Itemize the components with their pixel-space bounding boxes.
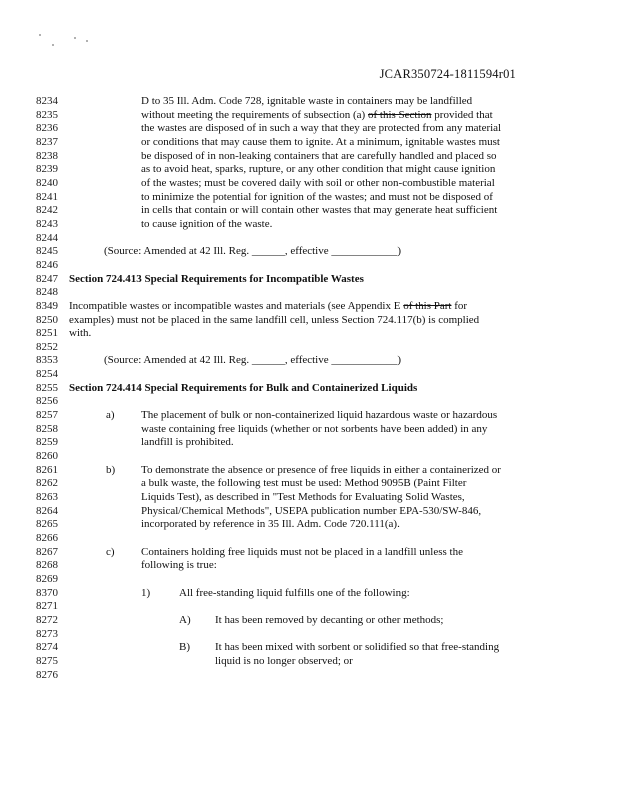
line-number: 8273	[36, 627, 58, 640]
document-line	[0, 300, 618, 314]
line-text	[215, 641, 499, 655]
document-line	[0, 518, 618, 532]
line-number: 8274	[36, 641, 58, 654]
text-segment: for	[451, 299, 468, 312]
line-text	[141, 491, 465, 505]
subsection-label: B)	[179, 641, 190, 654]
line-number: 8251	[36, 327, 58, 340]
line-number: 8259	[36, 436, 58, 449]
document-line	[0, 436, 618, 450]
document-line	[0, 368, 618, 382]
line-text	[141, 477, 466, 491]
document-line	[0, 327, 618, 341]
line-number: 8275	[36, 654, 58, 667]
struck-text: of this Section	[367, 108, 432, 121]
line-number: 8261	[36, 463, 58, 476]
text-segment: to minimize the potential for ignition of the wastes; and must not be disposed of	[141, 190, 493, 203]
text-segment: liquid is no longer observed; or	[215, 654, 353, 667]
text-segment: It has been removed by decanting or other methods;	[215, 613, 444, 626]
scan-speck	[86, 40, 88, 42]
line-number: 8238	[36, 149, 58, 162]
line-text	[215, 655, 353, 669]
text-segment: without meeting the requirements of subsection (a)	[141, 108, 368, 121]
line-number: 8234	[36, 95, 58, 107]
document-line	[0, 354, 618, 368]
scan-speck	[52, 44, 54, 46]
subsection-label: b)	[106, 463, 116, 476]
text-segment: All free-standing liquid fulfills one of the following:	[179, 586, 410, 599]
line-number: 8268	[36, 559, 58, 572]
line-number: 8255	[36, 381, 58, 394]
text-segment: (Source: Amended at 42 Ill. Reg. ______, effective ____________)	[104, 245, 402, 258]
text-segment: Incompatible wastes or incompatible wastes and materials (see Appendix E	[69, 299, 404, 312]
text-segment: examples) must not be placed in the same landfill cell, unless Section 724.117(b) is complied	[69, 313, 480, 326]
line-text	[215, 614, 444, 628]
document-line	[0, 614, 618, 628]
line-number: 8243	[36, 217, 58, 230]
document-line	[0, 505, 618, 519]
document-line	[0, 395, 618, 409]
line-number: 8266	[36, 532, 58, 544]
document-line	[0, 546, 618, 560]
line-text	[69, 382, 417, 396]
document-line	[0, 559, 618, 573]
line-number: 8239	[36, 163, 58, 176]
struck-text: of this Part	[403, 299, 452, 312]
document-line	[0, 314, 618, 328]
text-segment: Physical/Chemical Methods", USEPA publication number EPA-530/SW-846,	[141, 504, 482, 517]
document-line	[0, 628, 618, 642]
document-line	[0, 669, 618, 683]
text-segment: landfill is prohibited.	[141, 436, 234, 449]
document-line	[0, 423, 618, 437]
document-line	[0, 95, 618, 109]
line-number: 8353	[36, 354, 58, 367]
line-number: 8236	[36, 122, 58, 135]
text-segment: It has been mixed with sorbent or solidified so that free-standing	[215, 641, 500, 654]
line-number: 8244	[36, 231, 58, 244]
line-text	[69, 327, 91, 341]
line-number: 8272	[36, 613, 58, 626]
line-number: 8254	[36, 368, 58, 381]
document-line	[0, 177, 618, 191]
line-number: 8267	[36, 545, 58, 558]
line-number: 8263	[36, 491, 58, 504]
line-number: 8246	[36, 258, 58, 271]
text-segment: The placement of bulk or non-containerized liquid hazardous waste or hazardous	[141, 409, 498, 422]
line-number: 8349	[36, 299, 58, 312]
line-text	[141, 464, 501, 478]
line-number: 8258	[36, 422, 58, 435]
text-segment: be disposed of in non-leaking containers that are carefully handled and placed so	[141, 149, 497, 162]
text-segment: to cause ignition of the waste.	[141, 217, 273, 230]
document-line	[0, 382, 618, 396]
document-line	[0, 477, 618, 491]
line-text	[141, 436, 234, 450]
document-line	[0, 573, 618, 587]
line-number: 8242	[36, 204, 58, 217]
line-text	[141, 122, 501, 136]
line-number: 8235	[36, 108, 58, 121]
line-text	[141, 218, 272, 232]
subsection-label: A)	[179, 613, 191, 626]
text-segment: of the wastes; must be covered daily with soil or other non-combustible material	[141, 176, 495, 189]
document-line	[0, 122, 618, 136]
line-text	[179, 587, 410, 601]
line-number: 8252	[36, 340, 58, 353]
document-line	[0, 655, 618, 669]
document-line	[0, 491, 618, 505]
line-number: 8276	[36, 668, 58, 681]
line-number: 8271	[36, 600, 58, 613]
line-text	[141, 423, 487, 437]
line-number: 8247	[36, 272, 58, 285]
document-line	[0, 218, 618, 232]
line-number: 8245	[36, 245, 58, 258]
document-line	[0, 587, 618, 601]
document-line	[0, 286, 618, 300]
section-heading: Section 724.414 Special Requirements for Bulk and Containerized Liquids	[69, 381, 418, 394]
text-segment: following is true:	[141, 559, 217, 572]
document-line	[0, 150, 618, 164]
text-segment: the wastes are disposed of in such a way that they are protected from any material	[141, 122, 502, 135]
document-line	[0, 450, 618, 464]
document-line	[0, 273, 618, 287]
text-segment: as to avoid heat, sparks, rupture, or any other condition that might cause ignition	[141, 163, 496, 176]
line-number: 8370	[36, 586, 58, 599]
line-text	[141, 136, 500, 150]
text-segment: or conditions that may cause them to ignite. At a minimum, ignitable wastes must	[141, 135, 500, 148]
line-number: 8248	[36, 286, 58, 299]
line-number: 8262	[36, 477, 58, 490]
line-text	[141, 109, 493, 123]
line-text	[141, 546, 463, 560]
line-text	[141, 559, 217, 573]
line-text	[141, 409, 497, 423]
line-number: 8240	[36, 176, 58, 189]
line-text	[69, 273, 364, 287]
subsection-label: c)	[106, 545, 115, 558]
document-line	[0, 204, 618, 218]
line-text	[141, 177, 495, 191]
document-line	[0, 245, 618, 259]
text-segment: Containers holding free liquids must not be placed in a landfill unless the	[141, 545, 463, 558]
line-number: 8241	[36, 190, 58, 203]
text-segment: To demonstrate the absence or presence of free liquids in either a containerized or	[141, 463, 501, 476]
document-line	[0, 109, 618, 123]
line-number: 8257	[36, 409, 58, 422]
document-line	[0, 136, 618, 150]
line-number: 8256	[36, 395, 58, 408]
line-text	[141, 191, 493, 205]
line-text	[141, 163, 495, 177]
scan-speck	[39, 34, 41, 36]
line-text	[104, 354, 401, 368]
document-line	[0, 464, 618, 478]
text-segment: Liquids Test), as described in "Test Methods for Evaluating Solid Wastes,	[141, 491, 465, 504]
document-line	[0, 600, 618, 614]
scan-speck	[74, 37, 76, 39]
text-segment: in cells that contain or will contain other wastes that may generate heat sufficient	[141, 204, 498, 217]
text-segment: incorporated by reference in 35 Ill. Adm. Code 720.111(a).	[141, 518, 400, 531]
line-text	[141, 95, 472, 109]
document-line	[0, 191, 618, 205]
text-segment: waste containing free liquids (whether or not sorbents have been added) in any	[141, 422, 488, 435]
document-id-header: JCAR350724-1811594r01	[379, 67, 516, 81]
text-segment: with.	[69, 327, 92, 340]
line-number: 8260	[36, 450, 58, 463]
line-number: 8269	[36, 572, 58, 585]
document-line	[0, 341, 618, 355]
document-line	[0, 532, 618, 546]
document-line	[0, 641, 618, 655]
line-number: 8265	[36, 518, 58, 531]
text-segment: a bulk waste, the following test must be used: Method 9095B (Paint Filter	[141, 477, 467, 490]
line-text	[69, 314, 479, 328]
subsection-label: a)	[106, 409, 115, 422]
section-heading: Section 724.413 Special Requirements for Incompatible Wastes	[69, 272, 364, 285]
document-line	[0, 232, 618, 246]
line-text	[141, 150, 497, 164]
line-text	[141, 204, 497, 218]
document-line	[0, 409, 618, 423]
document-line	[0, 163, 618, 177]
line-number: 8237	[36, 135, 58, 148]
line-text	[141, 518, 400, 532]
subsection-label: 1)	[141, 586, 151, 599]
text-segment: D to 35 Ill. Adm. Code 728, ignitable waste in containers may be landfilled	[141, 95, 473, 107]
document-line	[0, 259, 618, 273]
text-segment: provided that	[431, 108, 493, 121]
line-number: 8250	[36, 313, 58, 326]
line-text	[104, 245, 401, 259]
document-body	[0, 95, 618, 682]
line-number: 8264	[36, 504, 58, 517]
line-text	[141, 505, 481, 519]
text-segment: (Source: Amended at 42 Ill. Reg. ______, effective ____________)	[104, 354, 402, 367]
line-text	[69, 300, 467, 314]
